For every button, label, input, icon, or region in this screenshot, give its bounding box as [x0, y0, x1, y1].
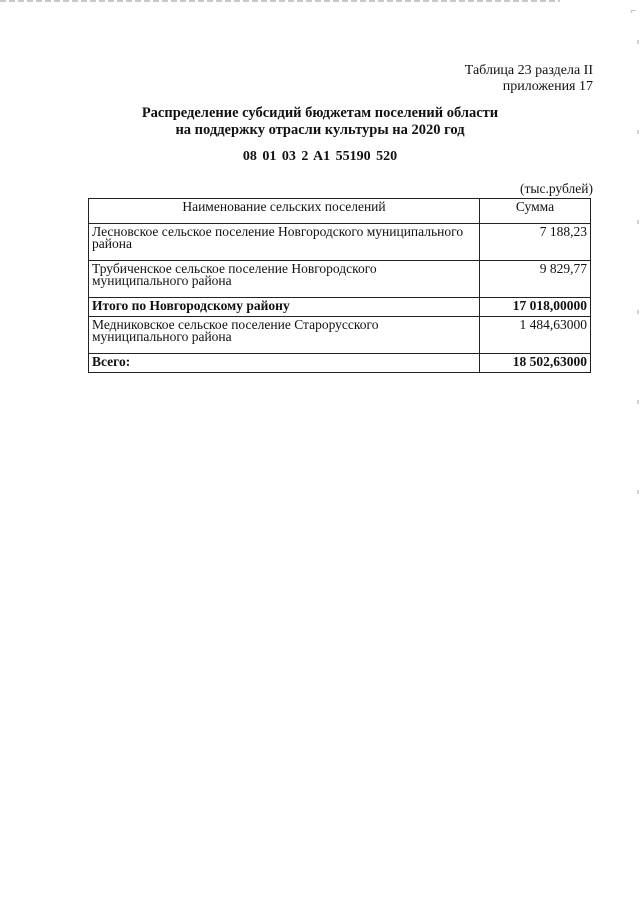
- scan-edge-top: [0, 0, 560, 2]
- settlement-name: Лесновское сельское поселение Новгородского муниципального района: [89, 224, 480, 261]
- table-reference-line2: приложения 17: [502, 79, 593, 94]
- grand-total-row: [89, 354, 591, 373]
- district-total-row: [89, 298, 591, 317]
- budget-code: 08 01 03 2 A1 55190 520: [242, 149, 398, 164]
- table-row: [89, 317, 591, 354]
- settlement-sum: 7 188,23: [480, 224, 591, 261]
- table-header-row: [89, 199, 591, 224]
- table-reference: [465, 63, 593, 95]
- grand-total-sum: 18 502,63000: [480, 354, 591, 373]
- scan-mark-icon: ⌐: [630, 6, 636, 17]
- settlement-name: Трубиченское сельское поселение Новгородского муниципального района: [89, 261, 480, 298]
- table-row: [89, 261, 591, 298]
- settlement-sum: 9 829,77: [480, 261, 591, 298]
- grand-total-label: Всего:: [89, 354, 480, 373]
- column-header-name: Наименование сельских поселений: [89, 199, 480, 224]
- document-title: [0, 105, 640, 139]
- table-reference-line1: Таблица 23 раздела II: [464, 63, 593, 78]
- document-title-line2: на поддержку отрасли культуры на 2020 год: [175, 122, 465, 138]
- settlement-sum: 1 484,63000: [480, 317, 591, 354]
- subsidy-table: [88, 198, 591, 373]
- district-total-label: Итого по Новгородскому району: [89, 298, 480, 317]
- district-total-sum: 17 018,00000: [480, 298, 591, 317]
- settlement-name: Медниковское сельское поселение Старорусского муниципального района: [89, 317, 480, 354]
- table-row: [89, 224, 591, 261]
- unit-label: (тыс.рублей): [520, 181, 593, 196]
- scan-edge-right: [637, 0, 639, 520]
- document-title-line1: Распределение субсидий бюджетам поселений области: [141, 105, 499, 121]
- column-header-sum: Сумма: [480, 199, 591, 224]
